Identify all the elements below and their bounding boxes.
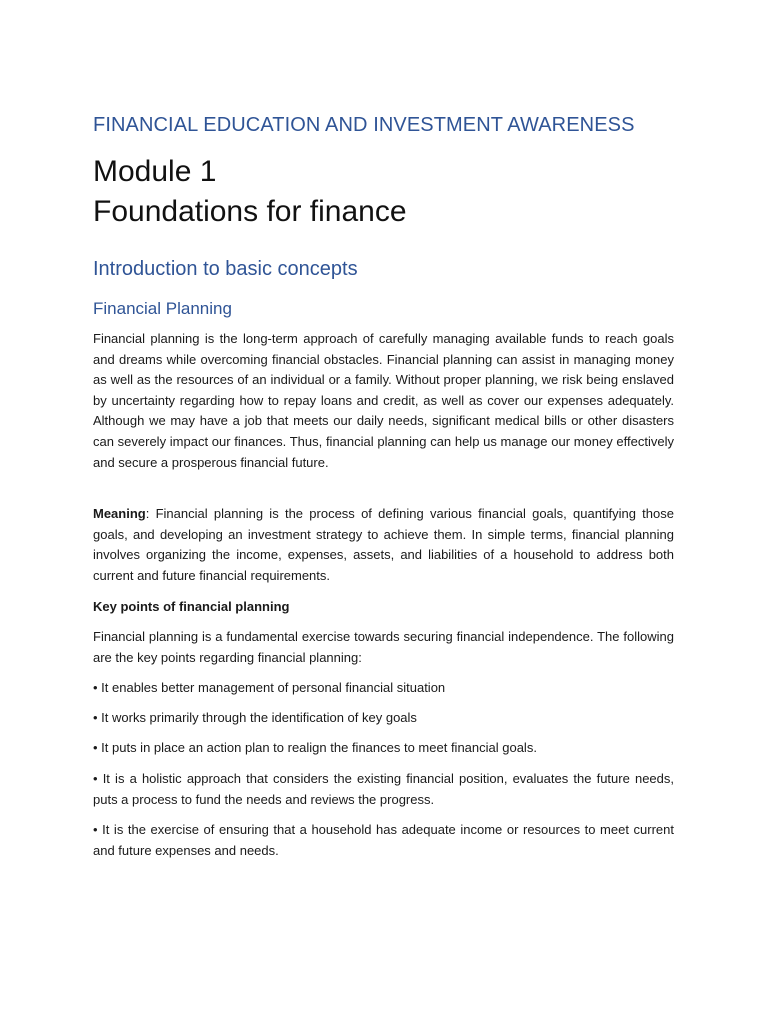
bullet-item: • It enables better management of personal financial situation [93,680,446,695]
bullet-item: • It puts in place an action plan to realign the finances to meet financial goals. [93,740,537,755]
meaning-paragraph [93,504,674,586]
key-points-heading: Key points of financial planning [93,599,290,614]
meaning-label: Meaning [93,506,146,521]
bullet-item: • It is the exercise of ensuring that a household has adequate income or resources to meet current and future expenses and needs. [93,822,674,858]
bullet-item: • It is a holistic approach that considers the existing financial position, evaluates the future needs, puts a process to fund the needs and reviews the progress. [93,771,674,807]
course-title: FINANCIAL EDUCATION AND INVESTMENT AWARENESS [93,114,635,136]
module-number: Module 1 [93,155,217,188]
intro-paragraph: Financial planning is the long-term approach of carefully managing available funds to reach goals and dreams while overcoming financial obstacles. Financial planning can assist in managing money as well as the resources of an individual or a family. Without proper planning, we risk being enslaved by uncertainty regarding how to repay loans and credit, as well as cover our expenses adequately. Although we may have a job that meets our daily needs, significant medical bills or other disasters can severely impact our finances. Thus, financial planning can help us manage our money effectively and secure a prosperous financial future. [93,331,674,470]
module-title [93,152,407,232]
subsection-heading: Financial Planning [93,299,232,318]
meaning-text: : Financial planning is the process of defining various financial goals, quantifying those goals, and developing an investment strategy to achieve them. In simple terms, financial planning involves organizing the income, expenses, assets, and liabilities of a household to address both current and future financial requirements. [93,506,674,583]
section-heading: Introduction to basic concepts [93,258,358,280]
bullet-item: • It works primarily through the identification of key goals [93,710,417,725]
module-name: Foundations for finance [93,195,407,228]
key-points-intro: Financial planning is a fundamental exercise towards securing financial independence. The following are the key points regarding financial planning: [93,629,674,665]
